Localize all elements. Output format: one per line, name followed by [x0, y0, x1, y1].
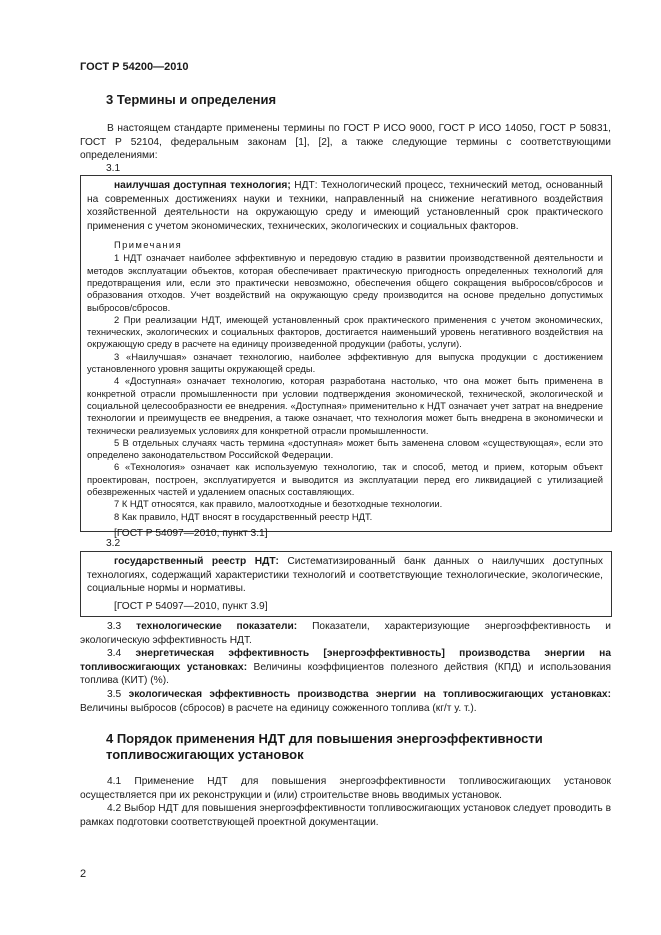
term-3-4-number: 3.4	[107, 648, 136, 659]
term-3-2-text: Систематизированный банк данных о наилучших доступных технологиях, содержащий характеристики технологий и соответствующие технологические, экологические, социальные нормы и нормативы.	[87, 556, 603, 595]
note-5: 5 В отдельных случаях часть термина «доступная» может быть заменена словом «существующая», если это определено законодательством Российской Федерации.	[87, 436, 603, 461]
term-3-2-reference: [ГОСТ Р 54097—2010, пункт 3.9]	[114, 600, 268, 612]
term-3-1-term: наилучшая доступная технология;	[114, 180, 291, 191]
term-3-4	[80, 647, 611, 688]
note-3: 3 «Наилучшая» означает технологию, наиболее эффективную для выпуска продукции с достижением установленного уровня защиты окружающей среды.	[87, 350, 603, 375]
note-1: 1 НДТ означает наиболее эффективную и передовую стадию в развитии производственной деятельности и методов эксплуатации объектов, которая обеспечивает практическую пригодность определенных технологий для предотвращения или, если это практически невозможно, обеспечения общего сокращения выбросов/сбросов и образования отходов. Учет воздействий на окружающую среду производится на основе предельно допустимых выбросов/сбросов.	[87, 252, 603, 313]
notes-title: Примечания	[114, 239, 183, 251]
term-3-3-number: 3.3	[107, 621, 137, 632]
note-7: 7 К НДТ относятся, как правило, малоотходные и безотходные технологии.	[114, 498, 443, 510]
term-3-5	[80, 688, 611, 715]
section-3-title: 3 Термины и определения	[106, 92, 277, 107]
document-header: ГОСТ Р 54200—2010	[80, 61, 189, 73]
section-4-title: 4 Порядок применения НДТ для повышения энергоэффективности топливосжигающих установок	[106, 731, 543, 762]
term-3-1-reference: [ГОСТ Р 54097—2010, пункт 3.1]	[114, 527, 268, 539]
note-2: 2 При реализации НДТ, имеющей установленный срок практического применения с учетом экономических, технических, экологических и социальных факторов, достигается наименьший уровень негативного воздействия на окружающую среду в расчете на единицу произведенной продукции (работы, услуги).	[87, 313, 603, 350]
term-3-4-term: энергетическая эффективность [энергоэффективность] производства энергии на топливосжигающих установках:	[80, 648, 612, 673]
term-3-4-text: Величины коэффициентов полезного действия (КПД) и использования топлива (КИТ) (%).	[80, 661, 611, 687]
term-3-2-number: 3.2	[106, 538, 121, 549]
term-3-2-box	[80, 551, 612, 617]
term-3-1-definition	[87, 179, 603, 233]
term-3-1-number: 3.1	[106, 163, 121, 174]
note-4: 4 «Доступная» означает технологию, которая разработана настолько, что она может быть применена в конкретной отрасли промышленности при условии подтверждения экономической, технической, экологической и социальной целесообразности ее внедрения. «Доступная» применительно к НДТ означает учет затрат на внедрение технологии и преимуществ ее внедрения, а также означает, что технология может быть внедрена в экономически и технически реализуемых условиях для конкретной отрасли промышленности.	[87, 375, 603, 436]
term-3-5-term: экологическая эффективность производства энергии на топливосжигающих установках:	[128, 689, 611, 700]
term-3-3-term: технологические показатели:	[136, 621, 298, 632]
paragraph-4-1: 4.1 Применение НДТ для повышения энергоэффективности топливосжигающих установок осуществляется при их реконструкции и (или) строительстве вновь вводимых установок.	[80, 776, 611, 801]
page-number: 2	[80, 868, 87, 880]
section-3-intro: В настоящем стандарте применены термины по ГОСТ Р ИСО 9000, ГОСТ Р ИСО 14050, ГОСТ Р 50831, ГОСТ Р 52104, федеральным законам [1], [2], а также следующие термины с соответствующими определениями:	[80, 123, 611, 162]
term-3-5-number: 3.5	[107, 689, 129, 700]
note-8: 8 Как правило, НДТ вносят в государственный реестр НДТ.	[114, 510, 373, 522]
paragraph-4-2: 4.2 Выбор НДТ для повышения энергоэффективности топливосжигающих установок следует проводить в рамках подготовки соответствующей проектной документации.	[80, 803, 611, 828]
term-3-3	[80, 620, 611, 647]
term-3-5-text: Величины выбросов (сбросов) в расчете на единицу сожженного топлива (кг/т у. т.).	[80, 702, 477, 714]
term-3-1-text: НДТ: Технологический процесс, технический метод, основанный на современных достижениях науки и техники, направленный на снижение негативного воздействия хозяйственной деятельности на окружающую среду и имеющий установленный срок практического применения с учетом экономических, технических, экологических и социальных факторов.	[87, 180, 603, 232]
note-6: 6 «Технология» означает как используемую технологию, так и способ, метод и прием, которым объект проектирован, построен, эксплуатируется и выводится из эксплуатации перед его ликвидацией с утилизацией обезвреженных частей и удалением опасных составляющих.	[87, 461, 603, 498]
term-3-3-text: Показатели, характеризующие энергоэффективность и экологическую эффективность НДТ.	[80, 621, 611, 646]
term-3-1-box	[80, 175, 612, 539]
term-3-2-definition	[87, 555, 603, 596]
term-3-2-term: государственный реестр НДТ:	[114, 556, 279, 567]
